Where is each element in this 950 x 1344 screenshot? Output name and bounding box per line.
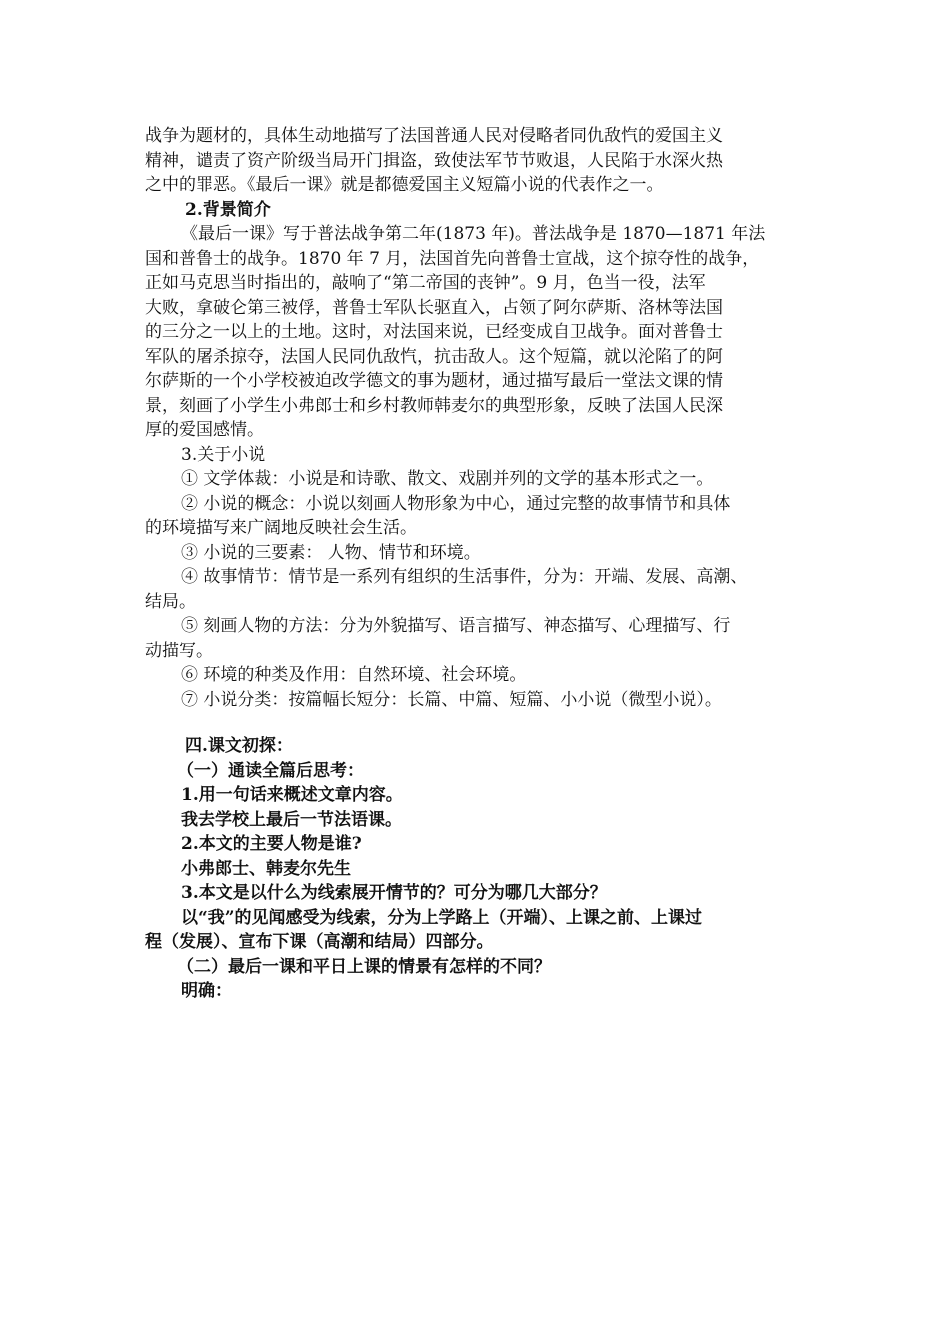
clarify-label: 明确： bbox=[181, 981, 232, 1001]
novel-item-7: ⑦ 小说分类：按篇幅长短分：长篇、中篇、短篇、小小说（微型小说）。 bbox=[181, 689, 722, 710]
background-line-9: 厚的爱国感情。 bbox=[145, 420, 264, 440]
background-line-5: 的三分之一以上的土地。这时，对法国来说，已经变成自卫战争。面对普鲁士 bbox=[145, 322, 723, 342]
novel-item-4-line-2: 结局。 bbox=[145, 591, 196, 612]
section-4-heading: 四.课文初探： bbox=[185, 736, 293, 756]
intro-line-3: 之中的罪恶。《最后一课》就是都德爱国主义短篇小说的代表作之一。 bbox=[145, 175, 664, 195]
background-line-8: 景，刻画了小学生小弗郎士和乡村教师韩麦尔的典型形象，反映了法国人民深 bbox=[145, 395, 723, 416]
section-2-heading: 2.背景简介 bbox=[185, 199, 271, 220]
answer-3-line-2: 程（发展）、宣布下课（高潮和结局）四部分。 bbox=[145, 932, 494, 952]
section-spacer bbox=[145, 712, 817, 734]
intro-line-1: 战争为题材的，具体生动地描写了法国普通人民对侵略者同仇敌忾的爱国主义 bbox=[145, 126, 723, 146]
background-line-2: 国和普鲁士的战争。1870 年 7 月，法国首先向普鲁士宣战，这个掠夺性的战争， bbox=[145, 248, 760, 269]
background-line-1: 《最后一课》写于普法战争第二年(1873 年)。普法战争是 1870—1871 年法 bbox=[181, 224, 766, 244]
background-line-6: 军队的屠杀掠夺，法国人民同仇敌忾，抗击敌人。这个短篇，就以沦陷了的阿 bbox=[145, 346, 723, 367]
novel-item-5-line-1: ⑤ 刻画人物的方法：分为外貌描写、语言描写、神态描写、心理描写、行 bbox=[181, 616, 731, 636]
question-2: 2.本文的主要人物是谁? bbox=[181, 834, 362, 854]
document-body bbox=[145, 124, 817, 1004]
section-3-heading: 3.关于小说 bbox=[181, 444, 266, 465]
novel-item-2-line-1: ② 小说的概念：小说以刻画人物形象为中心，通过完整的故事情节和具体 bbox=[181, 493, 731, 514]
background-line-4: 大败，拿破仑第三被俘，普鲁士军队长驱直入，占领了阿尔萨斯、洛林等法国 bbox=[145, 297, 723, 318]
part-1-heading: （一）通读全篇后思考： bbox=[177, 760, 364, 781]
part-2-heading: （二）最后一课和平日上课的情景有怎样的不同？ bbox=[177, 956, 551, 977]
question-3: 3.本文是以什么为线索展开情节的？可分为哪几大部分？ bbox=[181, 883, 607, 903]
answer-2: 小弗郎士、韩麦尔先生 bbox=[181, 858, 351, 879]
background-line-7: 尔萨斯的一个小学校被迫改学德文的事为题材，通过描写最后一堂法文课的情 bbox=[145, 371, 723, 391]
novel-item-4-line-1: ④ 故事情节：情节是一系列有组织的生活事件，分为：开端、发展、高潮、 bbox=[181, 567, 748, 587]
novel-item-3: ③ 小说的三要素： 人物、情节和环境。 bbox=[181, 542, 481, 563]
novel-item-6: ⑥ 环境的种类及作用：自然环境、社会环境。 bbox=[181, 665, 527, 685]
background-line-3: 正如马克思当时指出的，敲响了“第二帝国的丧钟”。9 月，色当一役，法军 bbox=[145, 273, 706, 293]
answer-1: 我去学校上最后一节法语课。 bbox=[181, 809, 402, 830]
novel-item-2-line-2: 的环境描写来广阔地反映社会生活。 bbox=[145, 518, 417, 538]
intro-line-2: 精神，谴责了资产阶级当局开门揖盗，致使法军节节败退，人民陷于水深火热 bbox=[145, 150, 723, 171]
novel-item-5-line-2: 动描写。 bbox=[145, 640, 213, 661]
novel-item-1: ① 文学体裁：小说是和诗歌、散文、戏剧并列的文学的基本形式之一。 bbox=[181, 469, 714, 489]
answer-3-line-1: 以“我”的见闻感受为线索，分为上学路上（开端）、上课之前、上课过 bbox=[181, 907, 703, 928]
question-1: 1.用一句话来概述文章内容。 bbox=[181, 785, 403, 805]
